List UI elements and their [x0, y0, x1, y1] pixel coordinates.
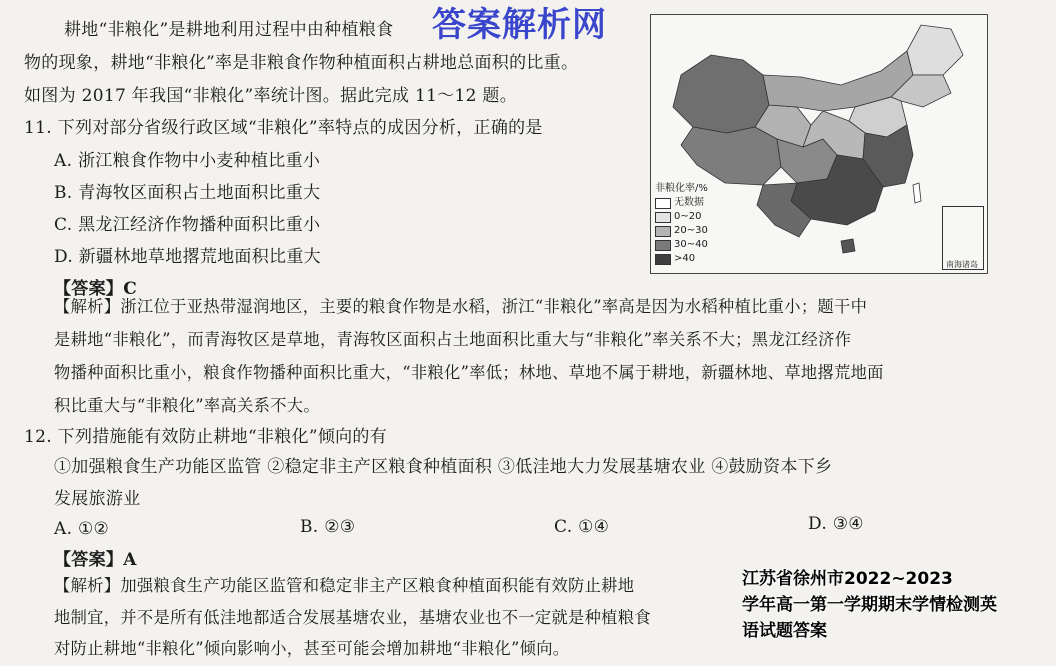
intro-line-3: 如图为 2017 年我国“非粮化”率统计图。据此完成 11～12 题。: [24, 86, 518, 106]
q11-option-b: B. 青海牧区面积占土地面积比重大: [54, 183, 321, 203]
legend-title: 非粮化率/%: [655, 183, 708, 194]
q11-stem: 11. 下列对部分省级行政区域“非粮化”率特点的成因分析，正确的是: [24, 118, 543, 138]
q12-stem: 12. 下列措施能有效防止耕地“非粮化”倾向的有: [24, 427, 388, 447]
legend-swatch: [655, 198, 671, 209]
source-caption: [742, 566, 1056, 644]
q12-items-line-2: 发展旅游业: [54, 489, 141, 509]
q11-option-a: A. 浙江粮食作物中小麦种植比重小: [54, 151, 321, 171]
q11-option-d: D. 新疆林地草地撂荒地面积比重大: [54, 247, 321, 267]
legend-label: >40: [674, 253, 696, 264]
q12-option-b: B. ②③: [300, 517, 356, 537]
q12-answer: 【答案】A: [54, 550, 137, 570]
watermark-text: 答案解析网: [432, 5, 607, 45]
map-region-heilongjiang: [907, 25, 963, 75]
q11-analysis-line-2: 是耕地“非粮化”，而青海牧区是草地，青海牧区面积占土地面积比重大与“非粮化”率关系不大；黑龙江经济作: [54, 330, 852, 349]
map-region-hainan: [841, 239, 855, 253]
legend-swatch: [655, 212, 671, 223]
legend-item: [655, 224, 709, 238]
q11-option-c: C. 黑龙江经济作物播种面积比重小: [54, 215, 321, 235]
legend-label: 0~20: [674, 211, 702, 222]
q12-option-c: C. ①④: [554, 517, 610, 537]
source-line-3: 语试题答案: [742, 621, 827, 641]
legend-swatch: [655, 226, 671, 237]
source-line-2: 学年高一第一学期期末学情检测英: [742, 595, 997, 615]
inset-label: 南海诸岛: [946, 260, 978, 269]
legend-item: [655, 238, 709, 252]
map-legend: [655, 182, 709, 266]
q12-analysis-line-1: 【解析】加强粮食生产功能区监管和稳定非主产区粮食种植面积能有效防止耕地: [54, 576, 635, 595]
legend-label: 20~30: [674, 225, 708, 236]
q11-analysis-line-3: 物播种面积比重小，粮食作物播种面积比重大，“非粮化”率低；林地、草地不属于耕地，新疆林地、草地撂荒地面: [54, 363, 884, 382]
intro-line-2: 物的现象，耕地“非粮化”率是非粮食作物种植面积占耕地总面积的比重。: [24, 53, 579, 73]
q11-analysis-line-4: 积比重大与“非粮化”率高关系不大。: [54, 396, 320, 415]
q12-option-a: A. ①②: [54, 519, 110, 539]
legend-item: [655, 252, 709, 266]
q12-items-line-1: ①加强粮食生产功能区监管 ②稳定非主产区粮食种植面积 ③低洼地大力发展基塘农业 ④鼓励资本下乡: [54, 457, 833, 477]
q12-analysis-line-3: 对防止耕地“非粮化”倾向影响小，甚至可能会增加耕地“非粮化”倾向。: [54, 639, 570, 658]
map-region-tibet: [681, 127, 781, 185]
q12-option-d: D. ③④: [808, 514, 864, 534]
legend-item: [655, 196, 709, 210]
q12-analysis-line-2: 地制宜，并不是所有低洼地都适合发展基塘农业，基塘农业也不一定就是种植粮食: [54, 608, 651, 627]
q11-answer: 【答案】C: [54, 279, 138, 299]
legend-label: 30~40: [674, 239, 708, 250]
source-line-1: 江苏省徐州市2022~2023: [742, 569, 953, 589]
map-region-taiwan: [913, 183, 921, 203]
legend-swatch: [655, 254, 671, 265]
q11-analysis-line-1: 【解析】浙江位于亚热带湿润地区，主要的粮食作物是水稻，浙江“非粮化”率高是因为水稻种植比重小；题干中: [54, 297, 868, 316]
legend-label: 无数据: [674, 197, 704, 208]
legend-swatch: [655, 240, 671, 251]
map-region-xinjiang: [673, 55, 769, 133]
legend-item: [655, 210, 709, 224]
intro-line-1: 耕地“非粮化”是耕地利用过程中由种植粮食: [64, 20, 394, 40]
